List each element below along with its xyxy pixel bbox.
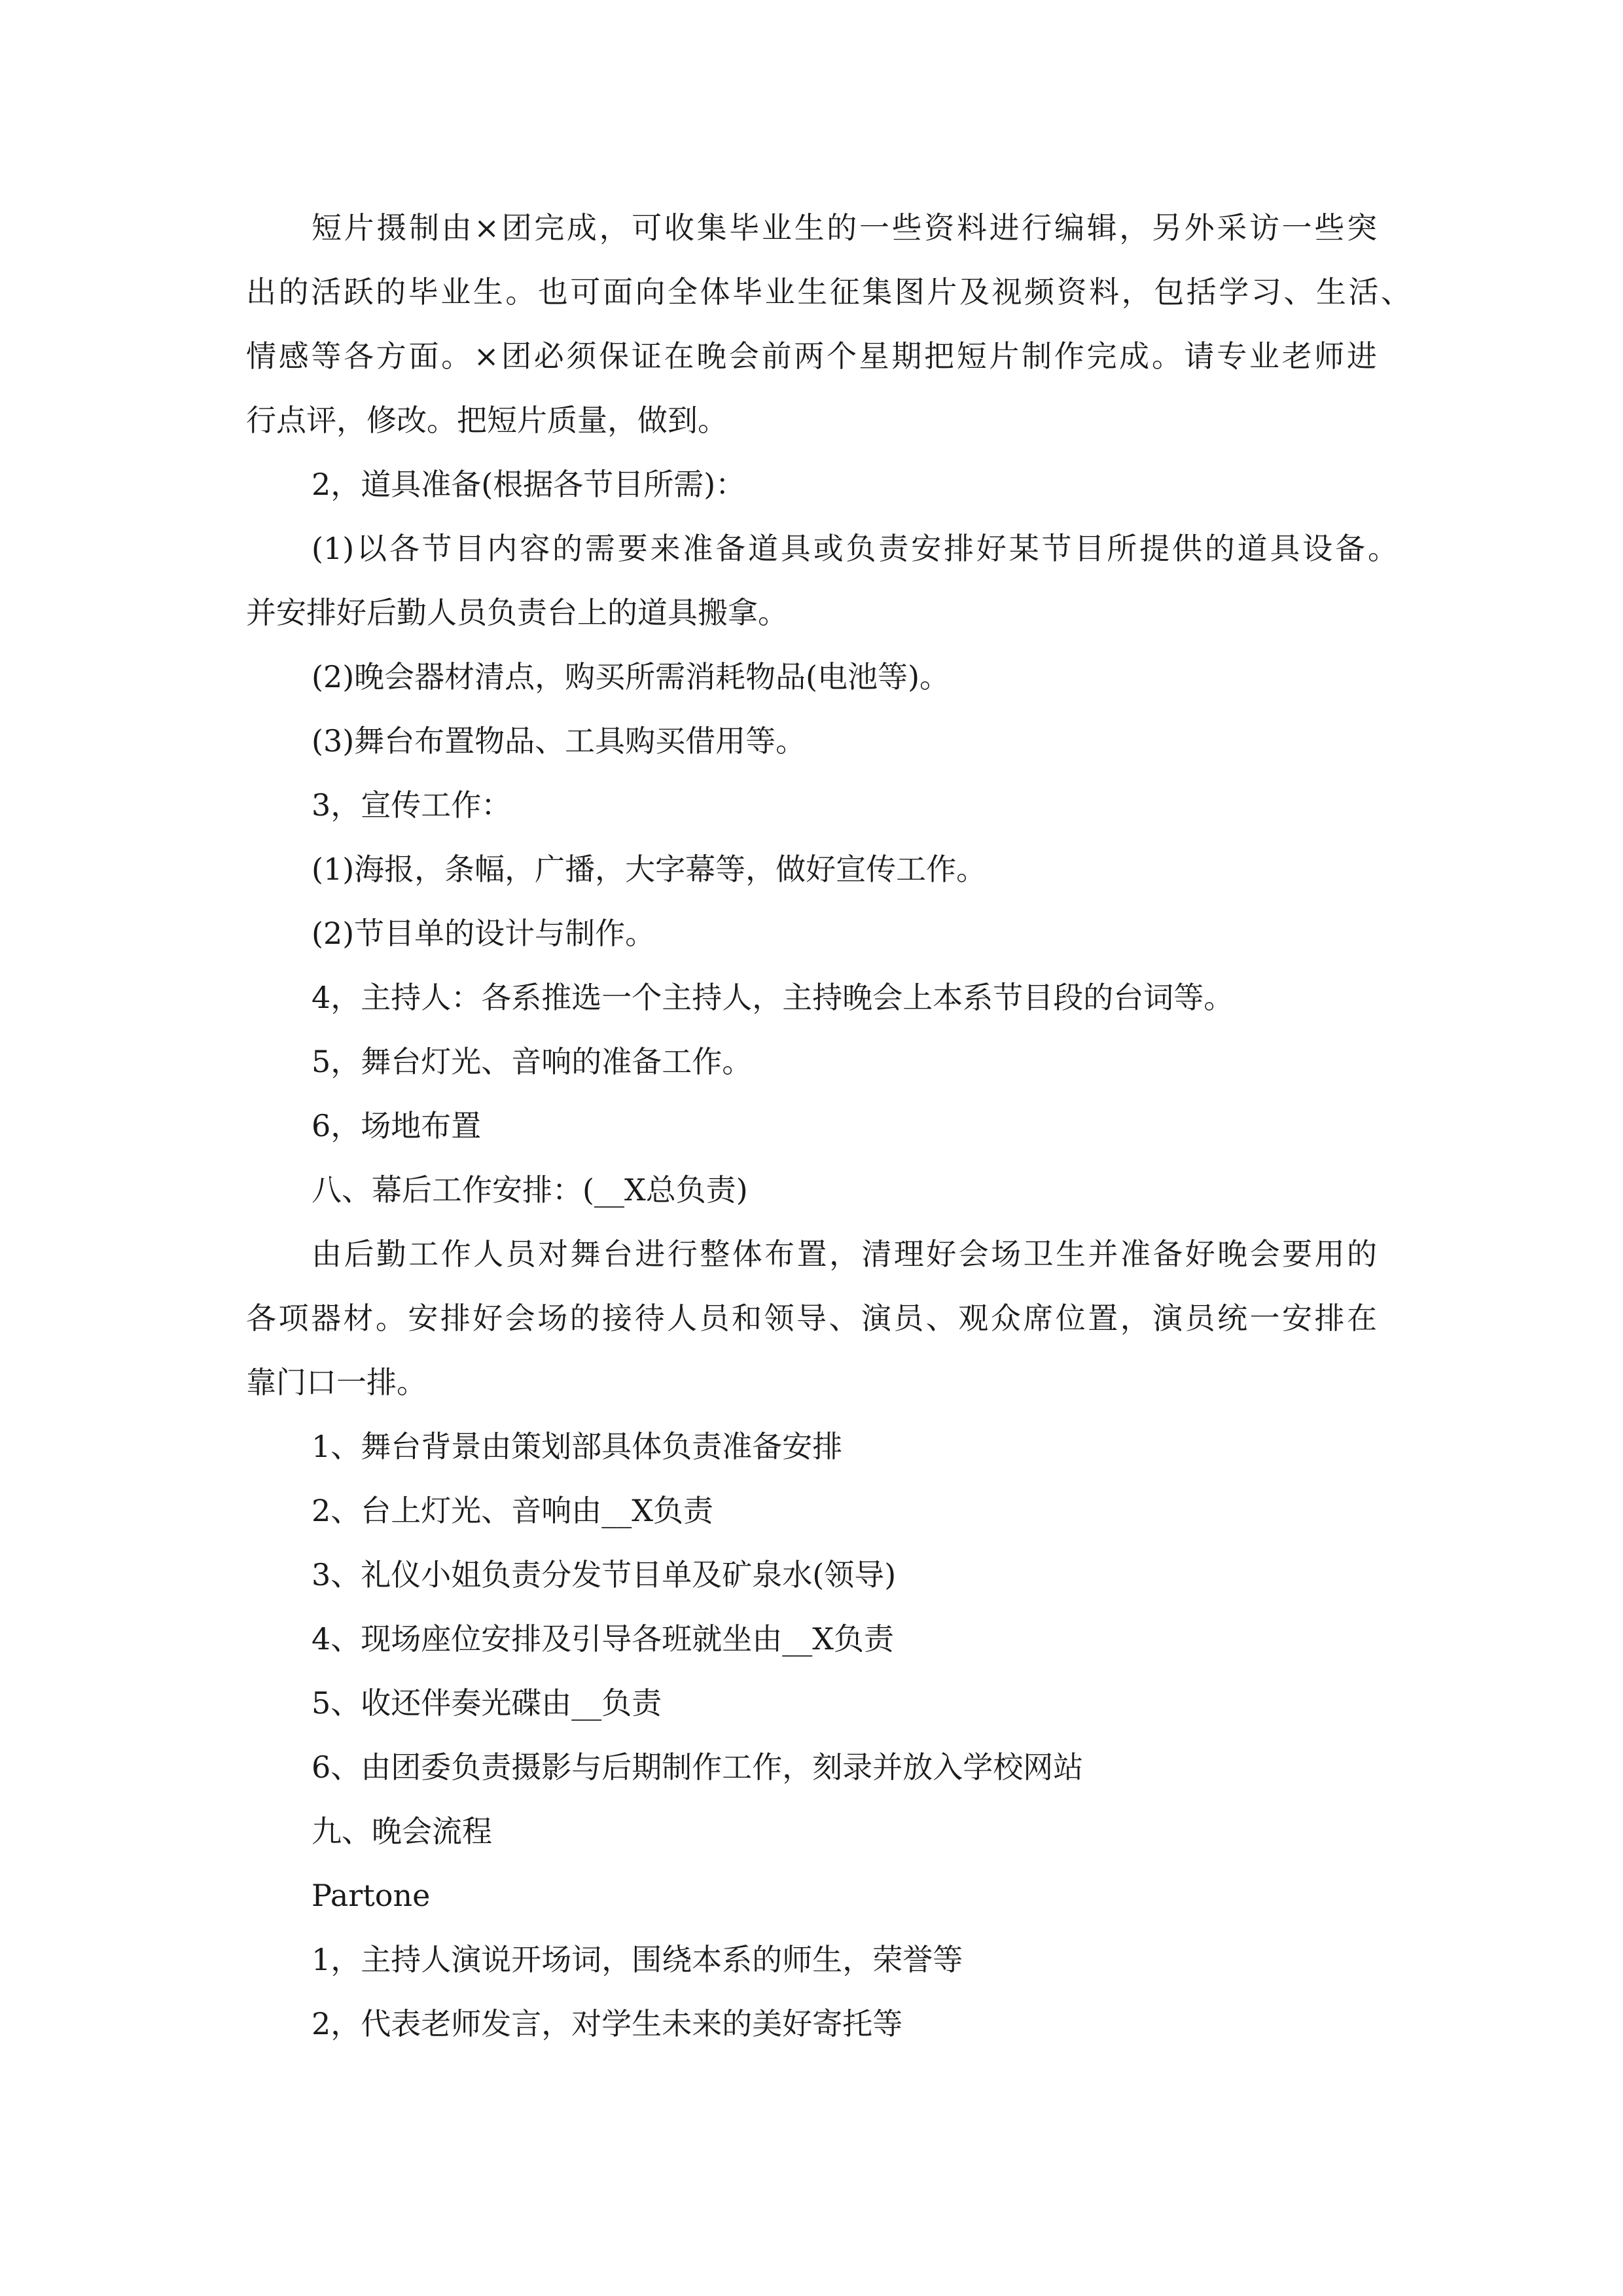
short-film-line-4: 行点评，修改。把短片质量，做到。 [246, 403, 728, 438]
part-one-label: Partone [312, 1878, 431, 1913]
publicity-item-2: (2)节目单的设计与制作。 [312, 916, 656, 951]
short-film-line-1: 短片摄制由×团完成，可收集毕业生的一些资料进行编辑，另外采访一些突 [312, 210, 1377, 245]
short-film-line-3: 情感等各方面。×团必须保证在晚会前两个星期把短片制作完成。请专业老师进 [246, 338, 1377, 374]
short-film-line-2: 出的活跃的毕业生。也可面向全体毕业生征集图片及视频资料，包括学习、生活、 [246, 274, 1411, 310]
task-item-6: 6、由团委负责摄影与后期制作工作，刻录并放入学校网站 [312, 1749, 1084, 1785]
props-item-2: (2)晚会器材清点，购买所需消耗物品(电池等)。 [312, 659, 950, 694]
flow-item-1: 1，主持人演说开场词，围绕本系的师生，荣誉等 [312, 1942, 963, 1977]
props-item-1-line-1: (1)以各节目内容的需要来准备道具或负责安排好某节目所提供的道具设备。 [312, 531, 1398, 566]
publicity-heading: 3，宣传工作： [312, 787, 512, 823]
task-item-3: 3、礼仪小姐负责分发节目单及矿泉水(领导) [312, 1557, 897, 1592]
props-item-1-line-2: 并安排好后勤人员负责台上的道具搬拿。 [246, 595, 788, 630]
section-8-heading: 八、幕后工作安排：(__X总负责) [312, 1172, 748, 1208]
props-item-3: (3)舞台布置物品、工具购买借用等。 [312, 723, 806, 759]
task-item-1: 1、舞台背景由策划部具体负责准备安排 [312, 1429, 843, 1464]
flow-item-2: 2，代表老师发言，对学生未来的美好寄托等 [312, 2006, 903, 2041]
task-item-5: 5、收还伴奏光碟由__负责 [312, 1685, 662, 1721]
publicity-item-1: (1)海报，条幅，广播，大字幕等，做好宣传工作。 [312, 852, 987, 887]
lighting-item: 5，舞台灯光、音响的准备工作。 [312, 1044, 753, 1079]
venue-item: 6，场地布置 [312, 1108, 482, 1143]
backstage-line-2: 各项器材。安排好会场的接待人员和领导、演员、观众席位置，演员统一安排在 [246, 1300, 1377, 1336]
backstage-line-3: 靠门口一排。 [246, 1365, 427, 1400]
backstage-line-1: 由后勤工作人员对舞台进行整体布置，清理好会场卫生并准备好晚会要用的 [312, 1236, 1377, 1272]
task-item-4: 4、现场座位安排及引导各班就坐由__X负责 [312, 1621, 895, 1657]
host-item: 4，主持人：各系推选一个主持人，主持晚会上本系节目段的台词等。 [312, 980, 1234, 1015]
section-9-heading: 九、晚会流程 [312, 1814, 492, 1849]
task-item-2: 2、台上灯光、音响由__X负责 [312, 1493, 714, 1528]
props-heading: 2，道具准备(根据各节目所需)： [312, 467, 746, 502]
